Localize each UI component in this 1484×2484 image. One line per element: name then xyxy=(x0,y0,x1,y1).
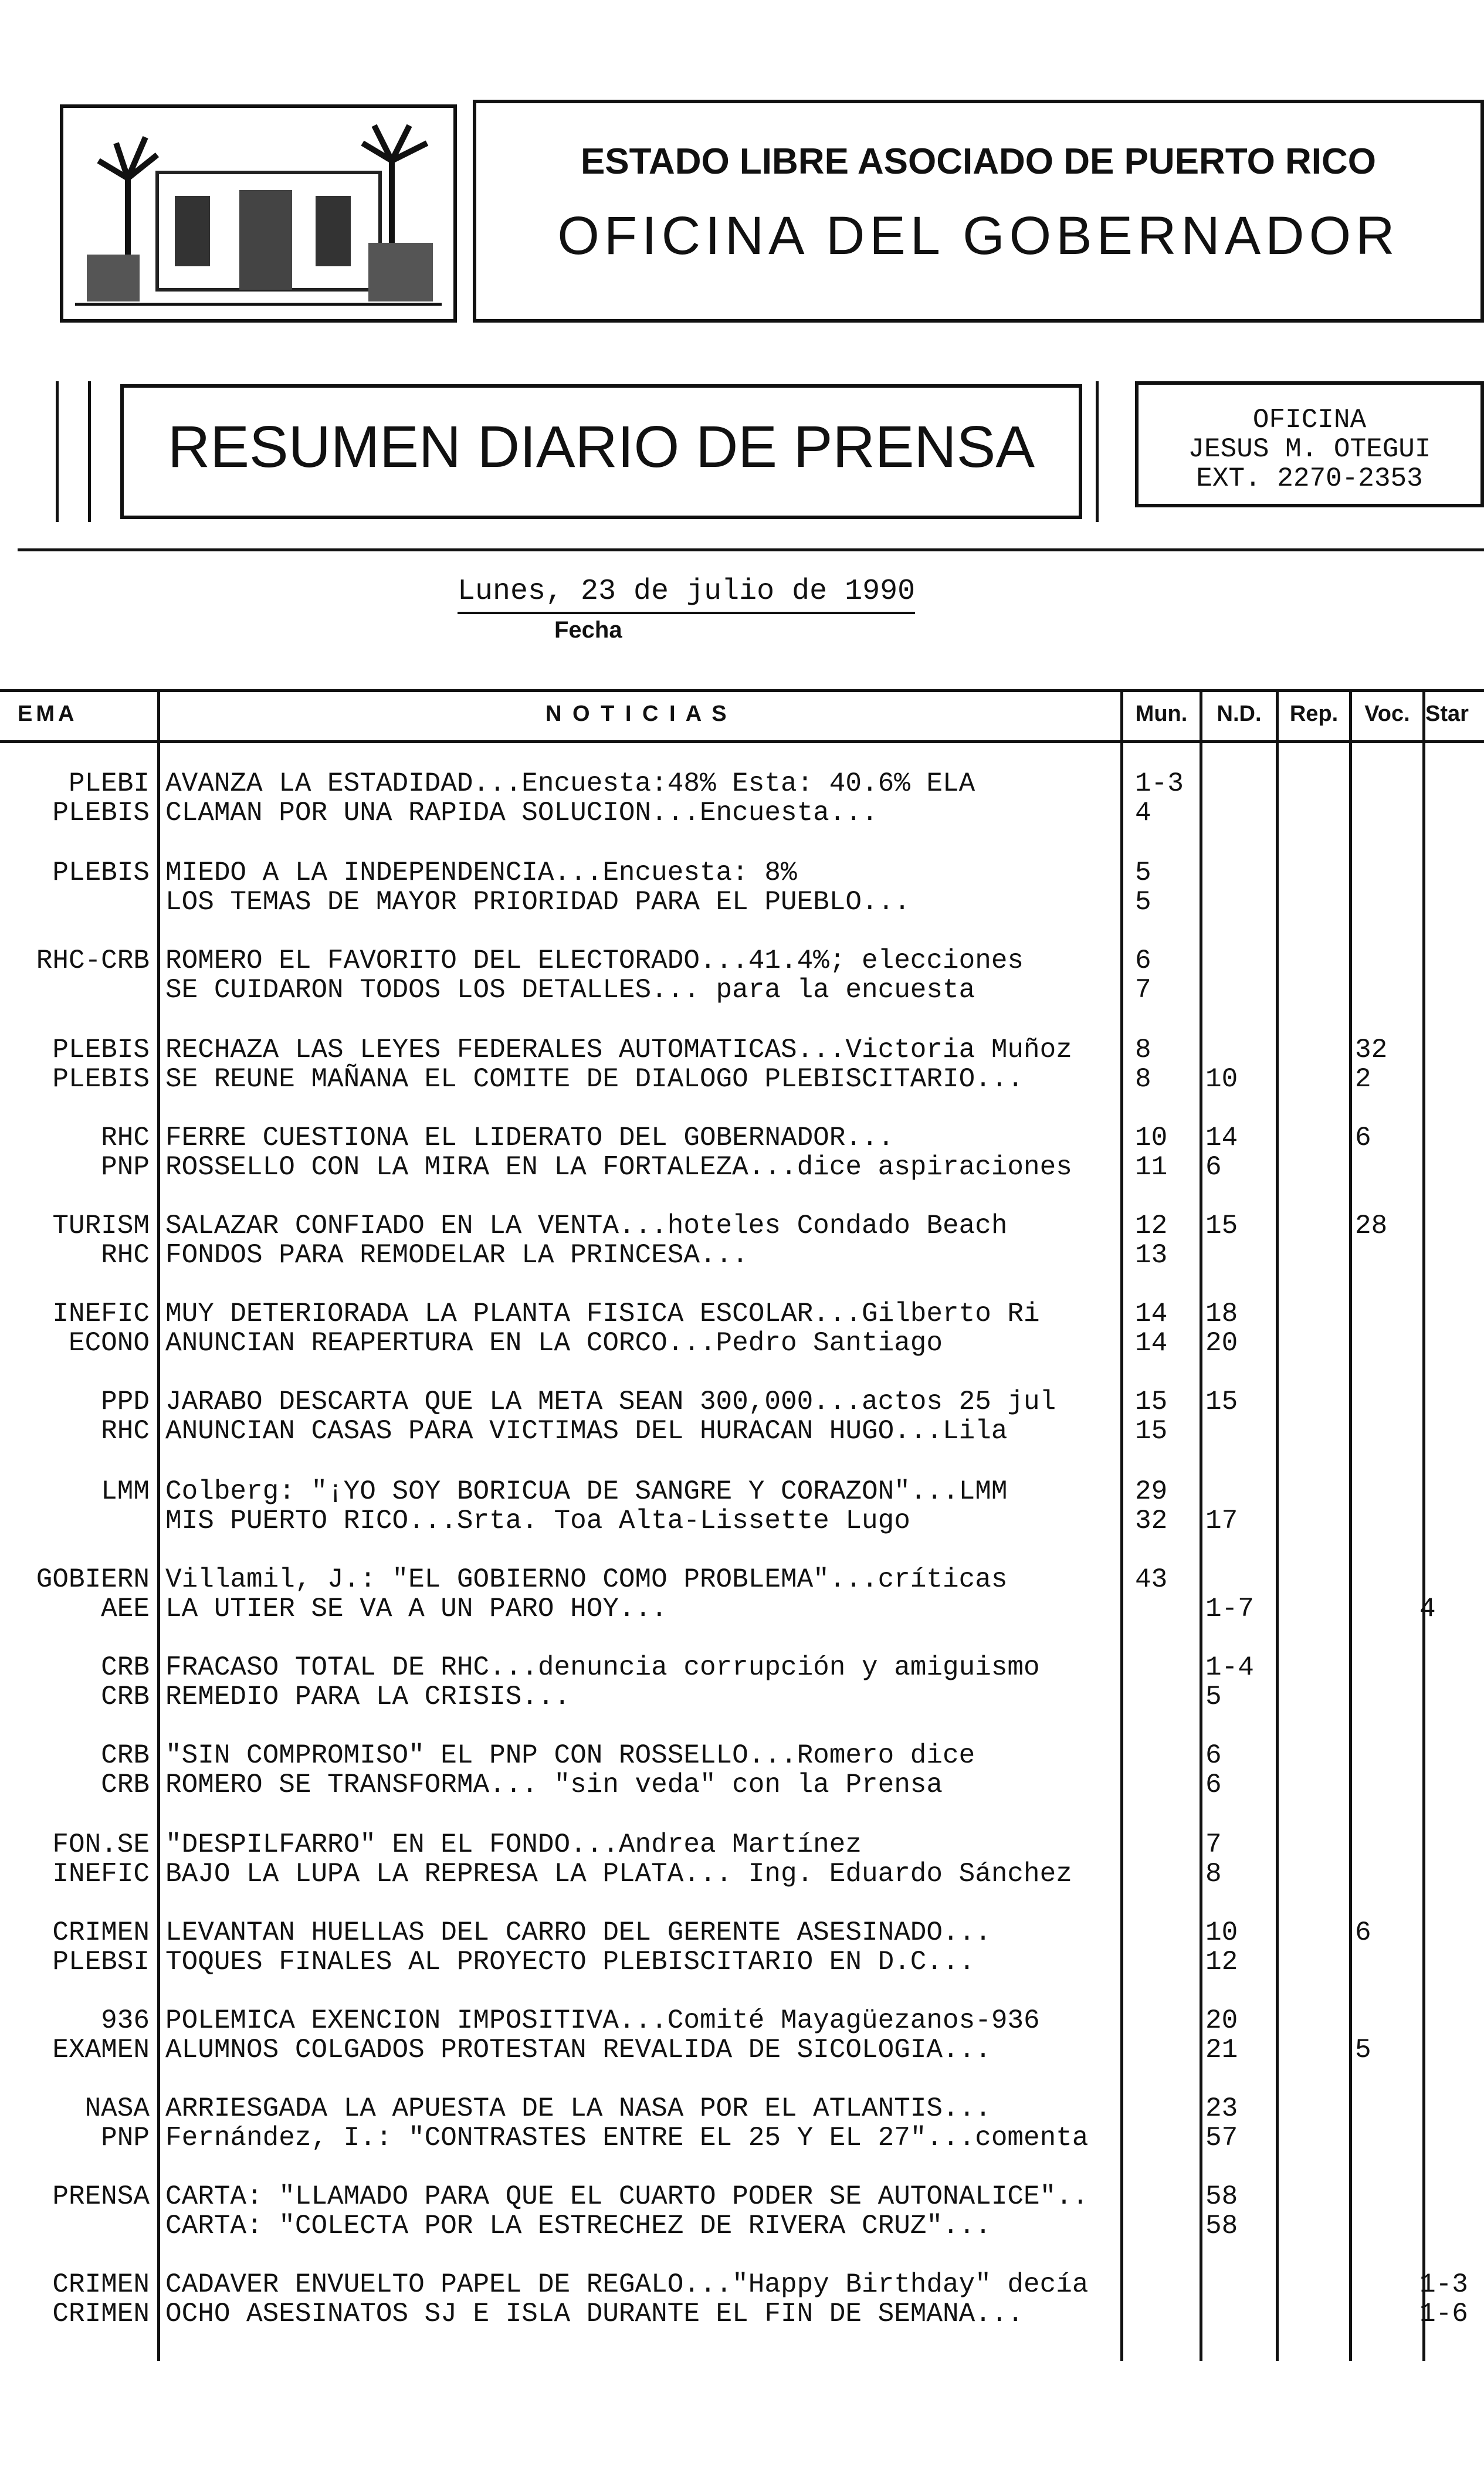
table-row xyxy=(0,1739,1484,1772)
table-row xyxy=(0,1033,1484,1066)
table-row xyxy=(0,1063,1484,1096)
office-name: OFICINA DEL GOBERNADOR xyxy=(557,206,1400,266)
cell-voc: 2 xyxy=(1355,1064,1371,1094)
cell-nd: 18 xyxy=(1205,1299,1238,1329)
cell-mun: 11 xyxy=(1135,1152,1168,1182)
cell-voc: 5 xyxy=(1355,2035,1371,2065)
table-row xyxy=(0,1209,1484,1242)
cell-noticia: POLEMICA EXENCION IMPOSITIVA...Comité Mayagüezanos-936 xyxy=(165,2005,1040,2036)
cell-mun: 10 xyxy=(1135,1123,1168,1153)
cell-mun: 15 xyxy=(1135,1387,1168,1417)
cell-tema: INEFIC xyxy=(52,1859,150,1889)
table-row xyxy=(0,1297,1484,1330)
cell-tema: GOBIERN xyxy=(36,1564,150,1595)
cell-nd: 15 xyxy=(1205,1211,1238,1241)
cell-nd: 1-4 xyxy=(1205,1652,1254,1683)
cell-tema: ECONO xyxy=(68,1328,150,1358)
cell-noticia: FONDOS PARA REMODELAR LA PRINCESA... xyxy=(165,1240,748,1270)
cell-tema: RHC xyxy=(101,1416,150,1446)
cell-tema: PRENSA xyxy=(52,2181,150,2212)
cell-noticia: ARRIESGADA LA APUESTA DE LA NASA POR EL ATLANTIS... xyxy=(165,2093,991,2124)
table-row xyxy=(0,2297,1484,2330)
table-row xyxy=(0,2209,1484,2242)
table-top-rule xyxy=(0,689,1484,692)
cell-nd: 6 xyxy=(1205,1740,1222,1771)
cell-noticia: CADAVER ENVUELTO PAPEL DE REGALO..."Happy Birthday" decía xyxy=(165,2269,1089,2300)
table-row xyxy=(0,1828,1484,1861)
column-header-nd: N.D. xyxy=(1217,702,1262,726)
cell-nd: 6 xyxy=(1205,1152,1222,1182)
cell-noticia: FERRE CUESTIONA EL LIDERATO DEL GOBERNADOR... xyxy=(165,1123,895,1153)
cell-tema: CRB xyxy=(101,1740,150,1771)
table-row xyxy=(0,1121,1484,1154)
cell-tema: CRB xyxy=(101,1652,150,1683)
column-header-rep: Rep. xyxy=(1289,702,1339,726)
cell-nd: 1-7 xyxy=(1205,1594,1254,1624)
table-row xyxy=(0,797,1484,829)
cell-noticia: ANUNCIAN REAPERTURA EN LA CORCO...Pedro Santiago xyxy=(165,1328,943,1358)
cell-mun: 14 xyxy=(1135,1328,1168,1358)
cell-tema: PLEBIS xyxy=(52,1035,150,1065)
cell-noticia: Fernández, I.: "CONTRASTES ENTRE EL 25 Y EL 27"...comenta xyxy=(165,2123,1089,2153)
cell-noticia: ALUMNOS COLGADOS PROTESTAN REVALIDA DE SICOLOGIA... xyxy=(165,2035,991,2065)
cell-tema: PNP xyxy=(101,2123,150,2153)
cell-mun: 14 xyxy=(1135,1299,1168,1329)
column-header-voc: Voc. xyxy=(1364,702,1410,726)
cell-nd: 21 xyxy=(1205,2035,1238,2065)
report-title: RESUMEN DIARIO DE PRENSA xyxy=(167,414,1035,480)
cell-voc: 6 xyxy=(1355,1123,1371,1153)
cell-noticia: Villamil, J.: "EL GOBIERNO COMO PROBLEMA"...críticas xyxy=(165,1564,1008,1595)
cell-tema: RHC-CRB xyxy=(36,946,150,976)
table-header-rule xyxy=(0,740,1484,743)
cell-voc: 32 xyxy=(1355,1035,1388,1065)
table-row xyxy=(0,944,1484,977)
date-label: Fecha xyxy=(554,617,622,643)
table-row xyxy=(0,1858,1484,1890)
table-row xyxy=(0,1151,1484,1184)
cell-noticia: SALAZAR CONFIADO EN LA VENTA...hoteles Condado Beach xyxy=(165,1211,1008,1241)
cell-noticia: "DESPILFARRO" EN EL FONDO...Andrea Martínez xyxy=(165,1829,862,1860)
cell-nd: 7 xyxy=(1205,1829,1222,1860)
cell-noticia: REMEDIO PARA LA CRISIS... xyxy=(165,1682,571,1712)
cell-tema: PNP xyxy=(101,1152,150,1182)
cell-nd: 20 xyxy=(1205,2005,1238,2036)
cell-nd: 8 xyxy=(1205,1859,1222,1889)
cell-noticia: MIEDO A LA INDEPENDENCIA...Encuesta: 8% xyxy=(165,858,797,888)
cell-tema: EXAMEN xyxy=(52,2035,150,2065)
table-row xyxy=(0,2092,1484,2125)
cell-tema: CRIMEN xyxy=(52,2269,150,2300)
table-row xyxy=(0,2034,1484,2066)
cell-noticia: ANUNCIAN CASAS PARA VICTIMAS DEL HURACAN HUGO...Lila xyxy=(165,1416,1008,1446)
building-illustration-icon xyxy=(63,108,453,319)
cell-tema: CRIMEN xyxy=(52,1917,150,1948)
cell-mun: 12 xyxy=(1135,1211,1168,1241)
cell-tema: PLEBI xyxy=(68,768,150,799)
cell-noticia: BAJO LA LUPA LA REPRESA LA PLATA... Ing. Eduardo Sánchez xyxy=(165,1859,1072,1889)
cell-noticia: CARTA: "COLECTA POR LA ESTRECHEZ DE RIVERA CRUZ"... xyxy=(165,2211,991,2241)
cell-tema: CRB xyxy=(101,1682,150,1712)
table-row xyxy=(0,1592,1484,1625)
cell-tema: CRB xyxy=(101,1770,150,1800)
cell-noticia: SE CUIDARON TODOS LOS DETALLES... para la encuesta xyxy=(165,975,975,1005)
cell-tema: CRIMEN xyxy=(52,2299,150,2329)
cell-nd: 17 xyxy=(1205,1506,1238,1536)
table-row xyxy=(0,767,1484,800)
office-extension: EXT. 2270-2353 xyxy=(1196,463,1423,494)
cell-tema: AEE xyxy=(101,1594,150,1624)
table-row xyxy=(0,886,1484,919)
cell-noticia: ROMERO EL FAVORITO DEL ELECTORADO...41.4%; elecciones xyxy=(165,946,1024,976)
table-row xyxy=(0,1415,1484,1448)
cell-star: 1-6 xyxy=(1419,2299,1468,2329)
cell-mun: 4 xyxy=(1135,798,1151,828)
table-row xyxy=(0,2004,1484,2037)
column-header-tema: EMA xyxy=(18,702,78,726)
cell-tema: PPD xyxy=(101,1387,150,1417)
cell-star: 4 xyxy=(1419,1594,1436,1624)
column-header-star: Star xyxy=(1425,702,1469,726)
cell-tema: PLEBIS xyxy=(52,798,150,828)
cell-tema: PLEBIS xyxy=(52,858,150,888)
cell-noticia: "SIN COMPROMISO" EL PNP CON ROSSELLO...Romero dice xyxy=(165,1740,975,1771)
cell-nd: 6 xyxy=(1205,1770,1222,1800)
cell-mun: 8 xyxy=(1135,1064,1151,1094)
table-row xyxy=(0,2180,1484,2213)
cell-tema: RHC xyxy=(101,1123,150,1153)
header-divider xyxy=(18,548,1484,551)
cell-noticia: MIS PUERTO RICO...Srta. Toa Alta-Lissette Lugo xyxy=(165,1506,910,1536)
cell-tema: PLEBIS xyxy=(52,1064,150,1094)
table-row xyxy=(0,1563,1484,1596)
cell-mun: 8 xyxy=(1135,1035,1151,1065)
table-row xyxy=(0,1504,1484,1537)
table-row xyxy=(0,1768,1484,1801)
cell-nd: 12 xyxy=(1205,1947,1238,1977)
cell-noticia: CARTA: "LLAMADO PARA QUE EL CUARTO PODER SE AUTONALICE".. xyxy=(165,2181,1089,2212)
cell-nd: 10 xyxy=(1205,1917,1238,1948)
seal-image-frame xyxy=(60,104,457,323)
cell-noticia: ROSSELLO CON LA MIRA EN LA FORTALEZA...dice aspiraciones xyxy=(165,1152,1072,1182)
cell-mun: 13 xyxy=(1135,1240,1168,1270)
cell-nd: 14 xyxy=(1205,1123,1238,1153)
table-row xyxy=(0,1680,1484,1713)
cell-tema: FON.SE xyxy=(52,1829,150,1860)
cell-voc: 6 xyxy=(1355,1917,1371,1948)
cell-nd: 20 xyxy=(1205,1328,1238,1358)
cell-nd: 15 xyxy=(1205,1387,1238,1417)
cell-noticia: LOS TEMAS DE MAYOR PRIORIDAD PARA EL PUEBLO... xyxy=(165,887,910,917)
cell-noticia: RECHAZA LAS LEYES FEDERALES AUTOMATICAS...Victoria Muñoz xyxy=(165,1035,1072,1065)
report-date: Lunes, 23 de julio de 1990 xyxy=(458,575,915,614)
cell-noticia: SE REUNE MAÑANA EL COMITE DE DIALOGO PLEBISCITARIO... xyxy=(165,1064,1024,1094)
cell-tema: PLEBSI xyxy=(52,1947,150,1977)
cell-mun: 29 xyxy=(1135,1476,1168,1507)
cell-tema: NASA xyxy=(84,2093,150,2124)
cell-mun: 32 xyxy=(1135,1506,1168,1536)
cell-mun: 5 xyxy=(1135,858,1151,888)
table-row xyxy=(0,1239,1484,1272)
table-row xyxy=(0,1327,1484,1360)
table-row xyxy=(0,2268,1484,2301)
table-row xyxy=(0,856,1484,889)
table-row xyxy=(0,2122,1484,2154)
cell-nd: 10 xyxy=(1205,1064,1238,1094)
table-row xyxy=(0,1651,1484,1684)
column-header-noticias: N O T I C I A S xyxy=(546,702,729,726)
cell-mun: 5 xyxy=(1135,887,1151,917)
cell-mun: 7 xyxy=(1135,975,1151,1005)
cell-mun: 1-3 xyxy=(1135,768,1184,799)
table-row xyxy=(0,974,1484,1007)
cell-star: 1-3 xyxy=(1419,2269,1468,2300)
cell-noticia: AVANZA LA ESTADIDAD...Encuesta:48% Esta: 40.6% ELA xyxy=(165,768,975,799)
cell-voc: 28 xyxy=(1355,1211,1388,1241)
office-contact-name: JESUS M. OTEGUI xyxy=(1188,434,1431,465)
cell-tema: LMM xyxy=(101,1476,150,1507)
column-header-mun: Mun. xyxy=(1135,702,1188,726)
cell-noticia: FRACASO TOTAL DE RHC...denuncia corrupción y amiguismo xyxy=(165,1652,1040,1683)
cell-noticia: MUY DETERIORADA LA PLANTA FISICA ESCOLAR...Gilberto Ri xyxy=(165,1299,1040,1329)
cell-noticia: Colberg: "¡YO SOY BORICUA DE SANGRE Y CORAZON"...LMM xyxy=(165,1476,1008,1507)
cell-noticia: CLAMAN POR UNA RAPIDA SOLUCION...Encuesta... xyxy=(165,798,878,828)
cell-mun: 43 xyxy=(1135,1564,1168,1595)
cell-mun: 15 xyxy=(1135,1416,1168,1446)
cell-noticia: LA UTIER SE VA A UN PARO HOY... xyxy=(165,1594,668,1624)
table-row xyxy=(0,1475,1484,1508)
table-row xyxy=(0,1385,1484,1418)
table-row xyxy=(0,1946,1484,1978)
cell-tema: RHC xyxy=(101,1240,150,1270)
government-name: ESTADO LIBRE ASOCIADO DE PUERTO RICO xyxy=(580,141,1377,182)
cell-tema: 936 xyxy=(101,2005,150,2036)
cell-noticia: LEVANTAN HUELLAS DEL CARRO DEL GERENTE ASESINADO... xyxy=(165,1917,991,1948)
cell-nd: 58 xyxy=(1205,2181,1238,2212)
cell-tema: INEFIC xyxy=(52,1299,150,1329)
cell-nd: 58 xyxy=(1205,2211,1238,2241)
cell-mun: 6 xyxy=(1135,946,1151,976)
office-label: OFICINA xyxy=(1252,405,1367,435)
cell-noticia: TOQUES FINALES AL PROYECTO PLEBISCITARIO EN D.C... xyxy=(165,1947,975,1977)
cell-nd: 5 xyxy=(1205,1682,1222,1712)
cell-tema: TURISM xyxy=(52,1211,150,1241)
cell-noticia: OCHO ASESINATOS SJ E ISLA DURANTE EL FIN DE SEMANA... xyxy=(165,2299,1024,2329)
table-row xyxy=(0,1916,1484,1949)
cell-noticia: ROMERO SE TRANSFORMA... "sin veda" con la Prensa xyxy=(165,1770,943,1800)
cell-nd: 57 xyxy=(1205,2123,1238,2153)
cell-noticia: JARABO DESCARTA QUE LA META SEAN 300,000...actos 25 jul xyxy=(165,1387,1056,1417)
cell-nd: 23 xyxy=(1205,2093,1238,2124)
